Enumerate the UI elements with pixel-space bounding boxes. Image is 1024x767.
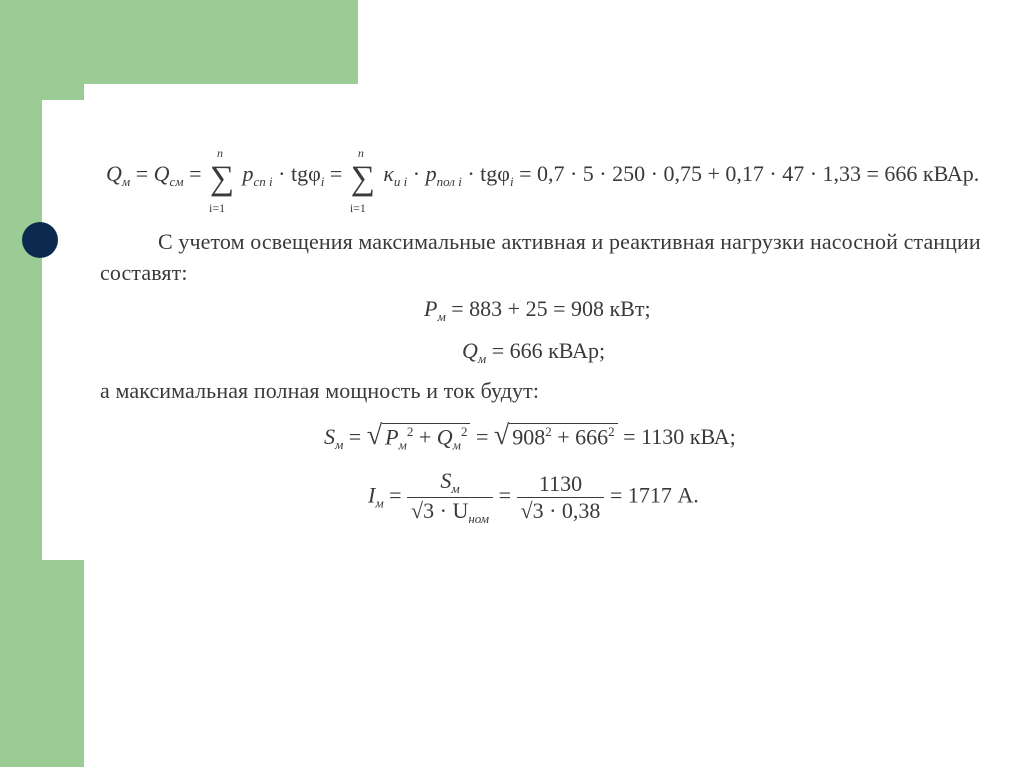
- sqrt-radicand-2: $908^2 + 666^2$: [509, 423, 617, 450]
- eq3-rhs: = 666 кВАр;: [491, 338, 606, 363]
- eq4-rhs: = 1130 кВА;: [623, 424, 736, 449]
- equation-reactive-load: $Q_м = Q_{см}$ = ∑ n i=1 $p_{сп i} \cdot tg\varphi_i$ = ∑ n i=1 $\kappa_{u i} \cdot p_{пол i} \cdot tg\varphi_i = 0,7 \cdot 5 \cdot 250 \cdot 0,75 + 0,17 \cdot 47 \cdot 1,33 = 666$ кВАр.: [106, 146, 980, 215]
- equation-active-power: [424, 296, 651, 325]
- eq1-lhs-sub: м: [121, 174, 131, 189]
- eq5-num1: S: [440, 468, 452, 493]
- eq1-t4-sub: пол i: [436, 174, 462, 189]
- fraction-1-numerator: [407, 468, 493, 497]
- eq1-tg-2: tgφ: [480, 161, 510, 186]
- eq2-lhs: P: [424, 296, 438, 321]
- sum-upper-2: n: [357, 146, 364, 160]
- sqrt-radicand-1: $P_м^2 + Q_м^2$: [382, 423, 470, 453]
- fraction-1: [407, 468, 493, 527]
- eq4-p-sub: м: [398, 437, 407, 452]
- eq3-lhs: Q: [462, 338, 478, 363]
- eq2-lhs-sub: м: [437, 309, 446, 324]
- eq5-rhs: = 1717 А.: [609, 482, 699, 508]
- eq1-t4: p: [425, 161, 437, 186]
- eq4-q: Q: [436, 424, 453, 449]
- eq1-t1: Q: [153, 161, 170, 186]
- fraction-2: [517, 471, 605, 524]
- eq5-num1-sub: м: [451, 481, 460, 496]
- summation-symbol: ∑ n i=1: [209, 146, 235, 215]
- summation-symbol-2: ∑ n i=1: [349, 146, 375, 215]
- eq5-lhs-sub: м: [375, 495, 384, 511]
- eq4-q-sup: 2: [460, 423, 468, 439]
- eq2-rhs: = 883 + 25 = 908 кВт;: [451, 296, 651, 321]
- eq4-lhs: S: [324, 424, 335, 449]
- eq5-lhs: I: [368, 482, 376, 508]
- eq4-p-sup: 2: [406, 423, 414, 439]
- eq5-den1: 3 · U: [423, 498, 469, 523]
- fraction-2-denominator: √3 · 0,38: [517, 497, 605, 524]
- eq1-t2: p: [242, 161, 254, 186]
- paragraph-lighting-loads: С учетом освещения максимальные активная и реактивная нагрузки насосной станции составят:: [100, 229, 981, 285]
- equation-apparent-power: $S_м$ = √ $P_м^2 + Q_м^2$ = √ $908^2 + 666^2 = 1130$ кВА;: [324, 420, 736, 452]
- eq1-t1-sub: см: [169, 174, 184, 189]
- eq1-tg: tgφ: [290, 161, 321, 186]
- equation-current: $I_м$ = $\frac{S_м}{√3 \cdot U_{ном}}$ = $\frac{1130}{√3 \cdot 0,38}$ = 1717 А.: [368, 468, 699, 526]
- eq1-lhs: Q: [106, 161, 122, 186]
- eq5-den2: 3 · 0,38: [532, 498, 601, 523]
- eq4-n2: 666: [575, 424, 609, 449]
- sqrt-symbol: √: [366, 420, 383, 451]
- eq5-den1-sub: ном: [468, 511, 490, 526]
- fraction-2-numerator: 1130: [538, 471, 583, 496]
- paragraph-full-power: а максимальная полная мощность и ток будут:: [100, 378, 540, 403]
- equation-reactive-power: [462, 338, 605, 367]
- eq4-exp-1: 2: [545, 423, 552, 439]
- eq1-tg-sub: i: [320, 174, 325, 189]
- sum-upper: n: [217, 146, 223, 160]
- sqrt-symbol-2: √: [493, 420, 510, 451]
- eq3-lhs-sub: м: [477, 351, 487, 366]
- eq1-t2-sub: сп i: [253, 174, 273, 189]
- eq4-q-sub: м: [452, 437, 461, 452]
- eq4-p: P: [385, 424, 399, 449]
- eq1-t3-sub: u i: [393, 174, 408, 189]
- fraction-1-denominator: $√3 \cdot U_{ном}$: [407, 497, 493, 527]
- eq1-t3: κ: [383, 161, 394, 186]
- eq4-lhs-sub: м: [335, 437, 344, 452]
- sum-lower: i=1: [209, 201, 226, 215]
- eq4-n1: 908: [512, 424, 546, 449]
- sum-lower-2: i=1: [349, 201, 366, 215]
- eq1-tg-sub-2: i: [509, 174, 514, 189]
- eq1-rhs: = 0,7 · 5 · 250 · 0,75 + 0,17 · 47 · 1,33 = 666 кВАр.: [519, 161, 980, 186]
- eq4-exp-2: 2: [608, 423, 615, 439]
